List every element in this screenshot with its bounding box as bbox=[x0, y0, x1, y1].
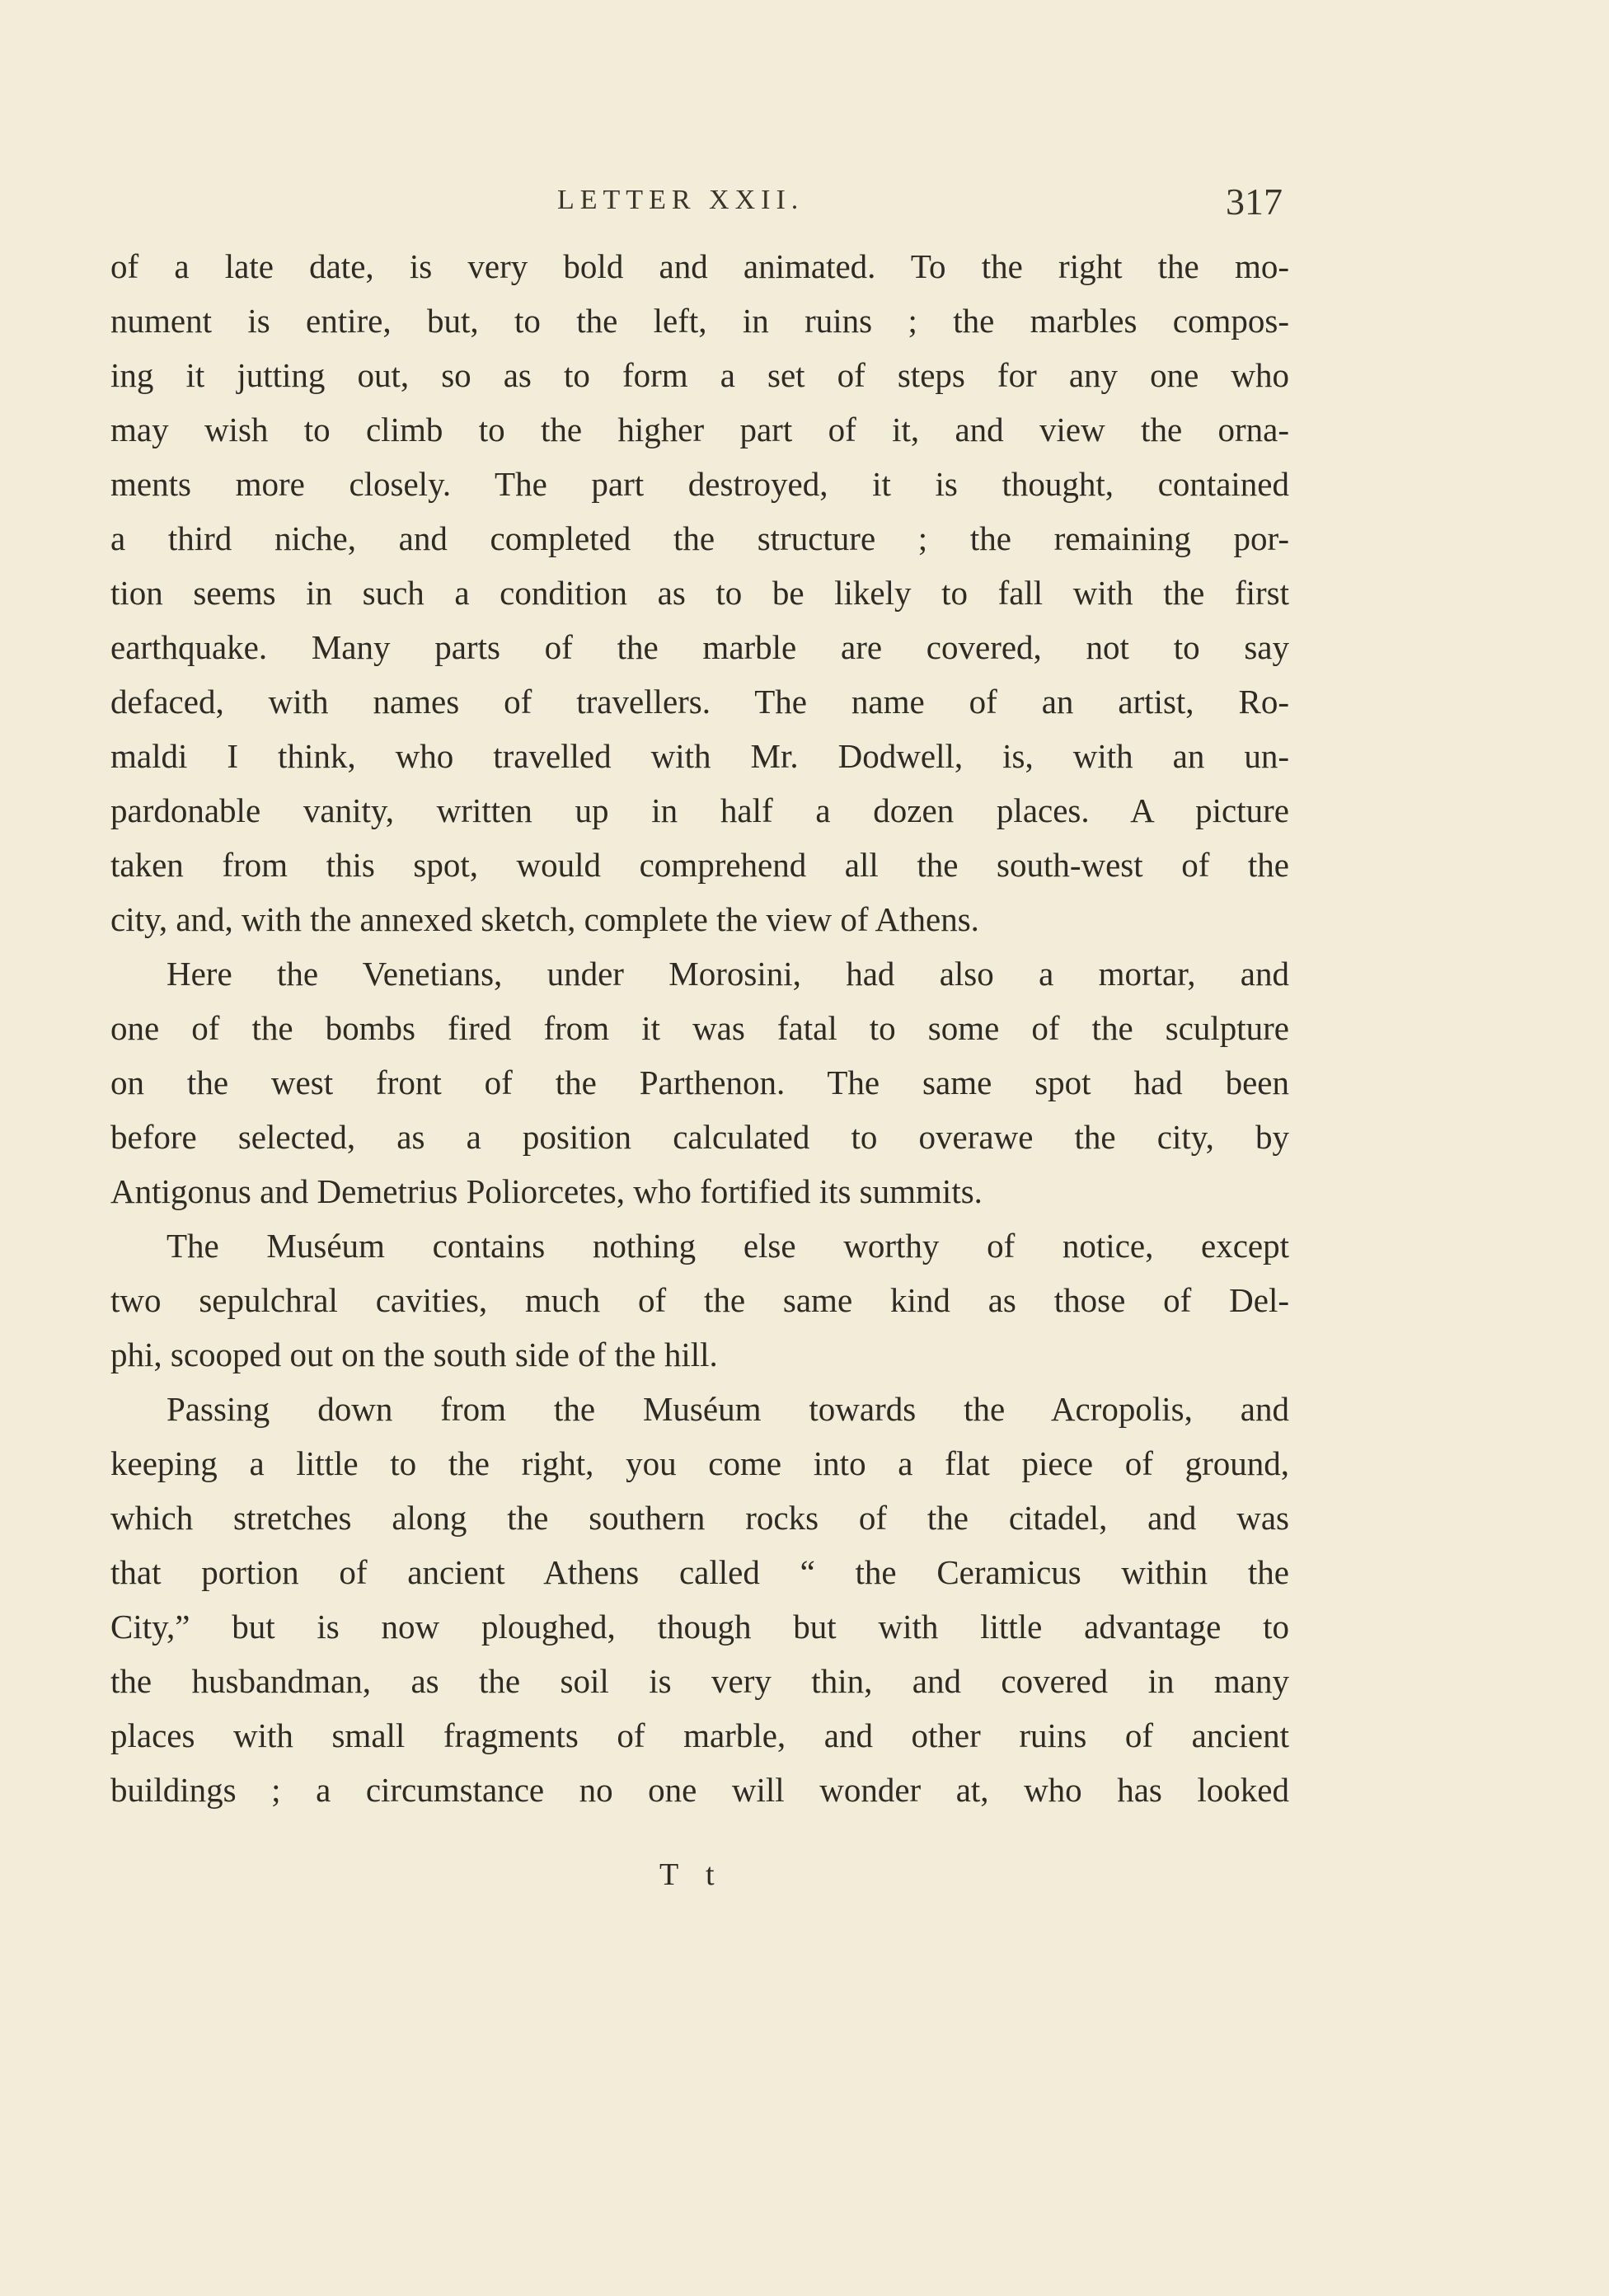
text-line: maldi I think, who travelled with Mr. Dodwell, is, with an un- bbox=[110, 737, 1289, 775]
text-line: that portion of ancient Athens called “ the Ceramicus within the bbox=[110, 1553, 1289, 1591]
text-line: city, and, with the annexed sketch, complete the view of Athens. bbox=[110, 900, 979, 938]
text-line: a third niche, and completed the structure ; the remaining por- bbox=[110, 519, 1289, 557]
running-head bbox=[0, 180, 1609, 229]
text-line: nument is entire, but, to the left, in ruins ; the marbles compos- bbox=[110, 302, 1289, 340]
text-line: phi, scooped out on the south side of the hill. bbox=[110, 1336, 718, 1373]
text-line: two sepulchral cavities, much of the same kind as those of Del- bbox=[110, 1281, 1289, 1319]
paragraph-start-line: Passing down from the Muséum towards the Acropolis, and bbox=[167, 1390, 1289, 1428]
text-line: on the west front of the Parthenon. The same spot had been bbox=[110, 1063, 1289, 1101]
text-line: buildings ; a circumstance no one will wonder at, who has looked bbox=[110, 1771, 1289, 1809]
text-line: which stretches along the southern rocks of the citadel, and was bbox=[110, 1499, 1289, 1537]
paragraph-start-line: Here the Venetians, under Morosini, had also a mortar, and bbox=[167, 955, 1289, 993]
body-text bbox=[110, 239, 1289, 1817]
text-line: City,” but is now ploughed, though but with little advantage to bbox=[110, 1608, 1289, 1646]
text-line: ing it jutting out, so as to form a set of steps for any one who bbox=[110, 356, 1289, 394]
text-line: defaced, with names of travellers. The name of an artist, Ro- bbox=[110, 683, 1289, 721]
text-line: places with small fragments of marble, and other ruins of ancient bbox=[110, 1716, 1289, 1754]
text-line: ments more closely. The part destroyed, it is thought, contained bbox=[110, 465, 1289, 503]
text-line: tion seems in such a condition as to be likely to fall with the first bbox=[110, 574, 1289, 612]
text-line: taken from this spot, would comprehend all the south-west of the bbox=[110, 846, 1289, 884]
signature-mark: T t bbox=[659, 1857, 725, 1892]
paragraph-start-line: The Muséum contains nothing else worthy of notice, except bbox=[167, 1227, 1289, 1265]
text-line: before selected, as a position calculated to overawe the city, by bbox=[110, 1118, 1289, 1156]
page-number: 317 bbox=[1226, 181, 1283, 223]
text-line: the husbandman, as the soil is very thin, and covered in many bbox=[110, 1662, 1289, 1700]
text-line: one of the bombs fired from it was fatal to some of the sculpture bbox=[110, 1009, 1289, 1047]
text-line: of a late date, is very bold and animated. To the right the mo- bbox=[110, 247, 1289, 285]
text-line: Antigonus and Demetrius Poliorcetes, who fortified its summits. bbox=[110, 1172, 983, 1210]
running-title: LETTER XXII. bbox=[557, 185, 804, 215]
text-line: earthquake. Many parts of the marble are covered, not to say bbox=[110, 628, 1289, 666]
text-line: pardonable vanity, written up in half a dozen places. A picture bbox=[110, 791, 1289, 829]
text-line: keeping a little to the right, you come into a flat piece of ground, bbox=[110, 1444, 1289, 1482]
text-line: may wish to climb to the higher part of it, and view the orna- bbox=[110, 411, 1289, 448]
